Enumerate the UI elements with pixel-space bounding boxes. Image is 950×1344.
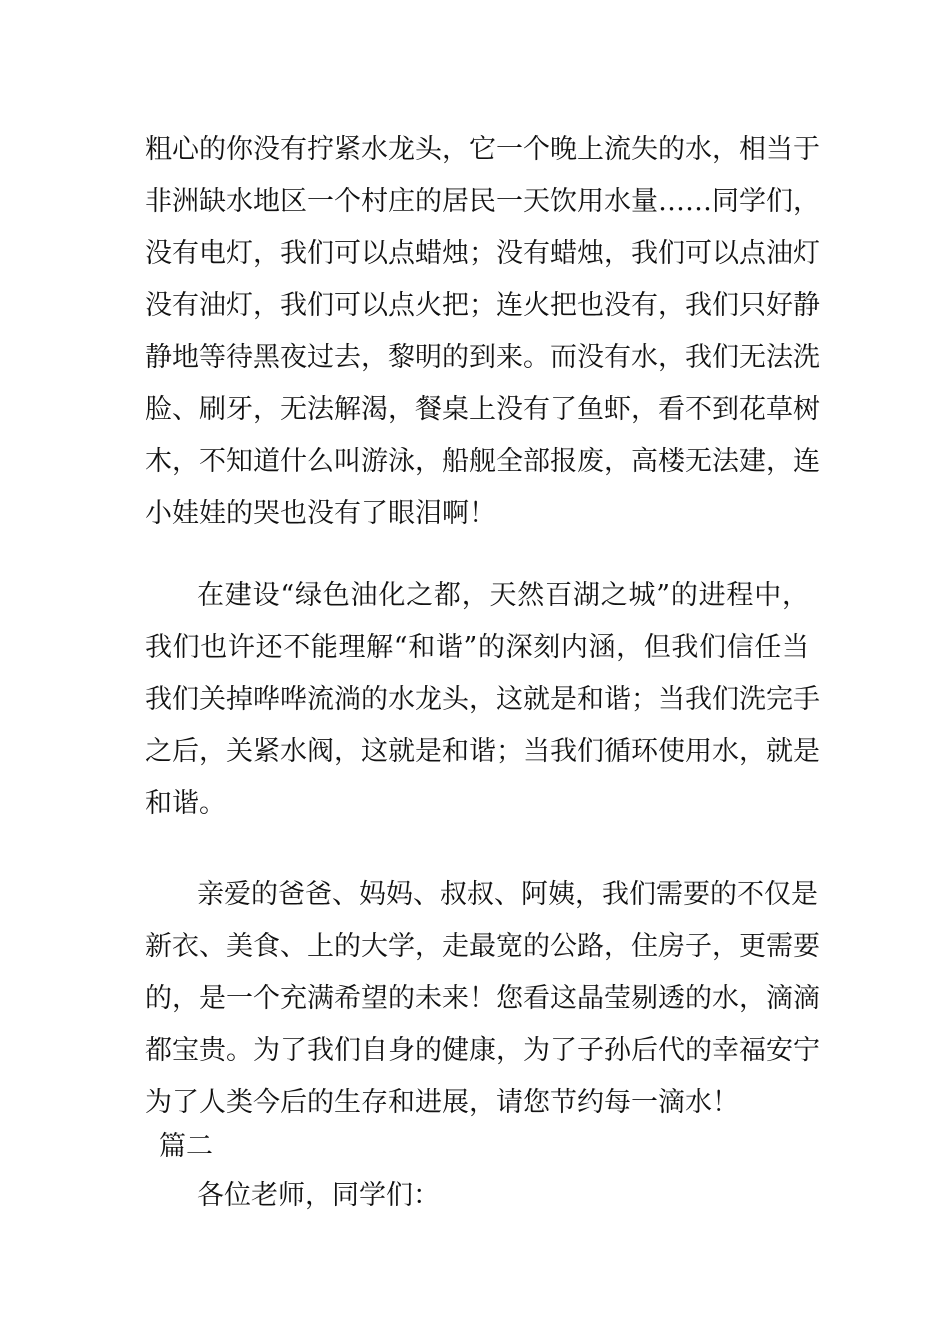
paragraph-line: 非洲缺水地区一个村庄的居民一天饮用水量……同学们， xyxy=(145,186,820,217)
paragraph-line: 小娃娃的哭也没有了眼泪啊！ xyxy=(145,498,496,529)
paragraph-line: 在建设“绿色油化之都，天然百湖之城”的进程中， xyxy=(197,580,809,611)
paragraph-line: 的，是一个充满希望的未来！您看这晶莹剔透的水，滴滴 xyxy=(145,983,820,1014)
paragraph-line: 木，不知道什么叫游泳，船舰全部报废，高楼无法建，连 xyxy=(145,446,820,477)
paragraph-line: 之后，关紧水阀，这就是和谐；当我们循环使用水，就是 xyxy=(145,736,820,767)
paragraph-line: 我们关掉哗哗流淌的水龙头，这就是和谐；当我们洗完手 xyxy=(145,684,820,715)
paragraph-line: 和谐。 xyxy=(145,788,226,819)
salutation-line: 各位老师，同学们： xyxy=(197,1180,440,1211)
paragraph-line: 静地等待黑夜过去，黎明的到来。而没有水，我们无法洗 xyxy=(145,342,820,373)
section-heading: 篇二 xyxy=(159,1131,213,1162)
paragraph-line: 亲爱的爸爸、妈妈、叔叔、阿姨，我们需要的不仅是 xyxy=(197,879,818,910)
paragraph-line: 我们也许还不能理解“和谐”的深刻内涵，但我们信任当 xyxy=(145,632,809,663)
paragraph-line: 都宝贵。为了我们自身的健康，为了子孙后代的幸福安宁 xyxy=(145,1035,820,1066)
paragraph-line: 没有油灯，我们可以点火把；连火把也没有，我们只好静 xyxy=(145,290,820,321)
paragraph-line: 脸、刷牙，无法解渴，餐桌上没有了鱼虾，看不到花草树 xyxy=(145,394,820,425)
paragraph-line: 新衣、美食、上的大学，走最宽的公路，住房子，更需要 xyxy=(145,931,820,962)
paragraph-line: 粗心的你没有拧紧水龙头，它一个晚上流失的水，相当于 xyxy=(145,134,820,165)
paragraph-line: 没有电灯，我们可以点蜡烛；没有蜡烛，我们可以点油灯 xyxy=(145,238,820,269)
paragraph-line: 为了人类今后的生存和进展，请您节约每一滴水！ xyxy=(145,1087,739,1118)
